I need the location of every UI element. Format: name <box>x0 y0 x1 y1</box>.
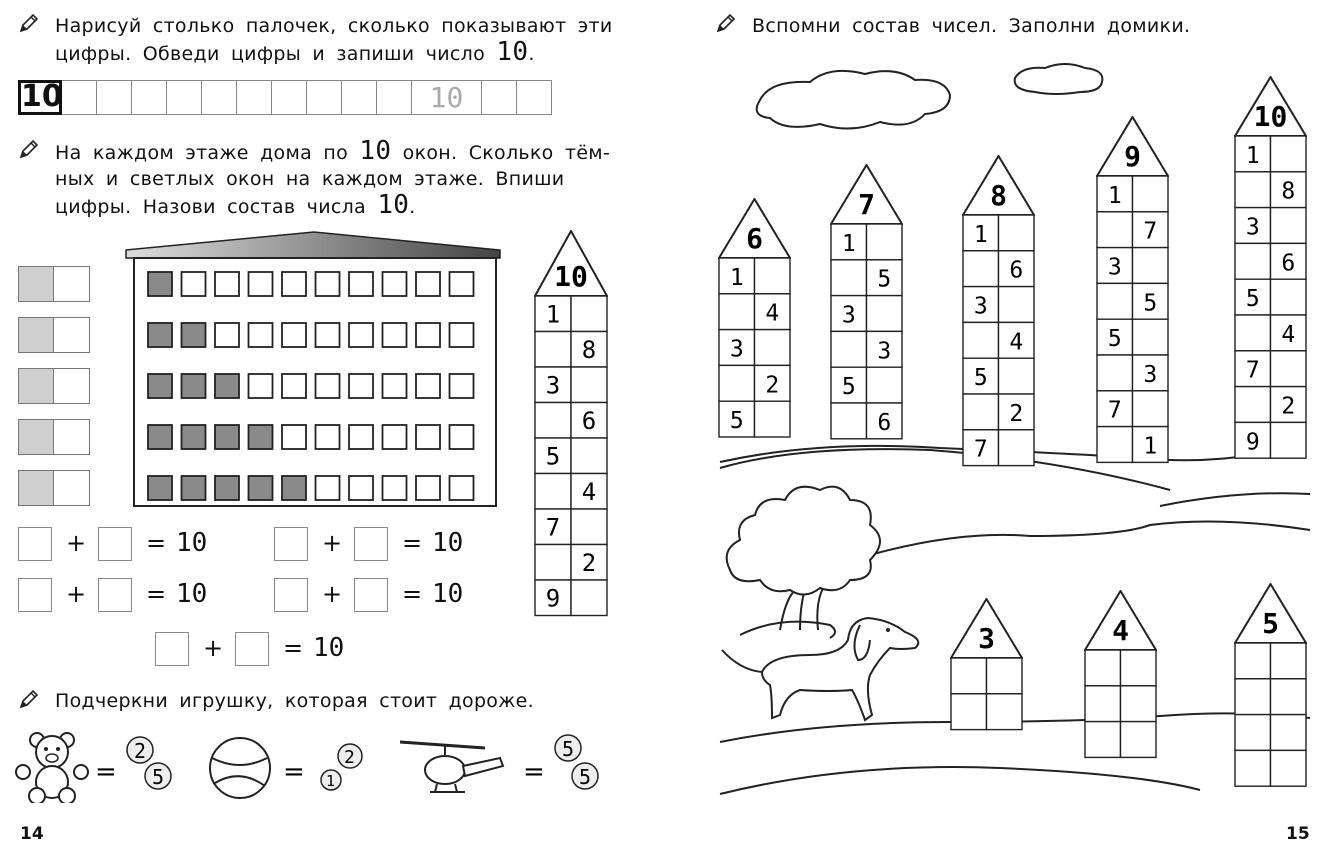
dog-icon <box>722 618 918 720</box>
write-cell[interactable] <box>132 80 167 115</box>
light-window <box>349 272 373 296</box>
teddy-bear-icon <box>16 733 88 803</box>
write-cell[interactable] <box>167 80 202 115</box>
svg-text:5: 5 <box>562 737 575 761</box>
equation-input[interactable] <box>354 578 388 612</box>
light-window <box>316 323 340 347</box>
svg-text:2: 2 <box>344 747 355 768</box>
light-window <box>450 425 474 449</box>
plus-sign: + <box>66 580 87 608</box>
house-cell <box>963 251 999 287</box>
light-window <box>249 374 273 398</box>
house-cell <box>999 430 1035 466</box>
house-cell-number: 5 <box>1143 290 1158 317</box>
house-cell <box>755 401 791 437</box>
toy-equals: = <box>523 757 545 787</box>
house-cell <box>1271 136 1307 172</box>
house-cell <box>1271 643 1307 679</box>
house-cell <box>987 694 1023 730</box>
house-cell-number: 6 <box>877 409 892 436</box>
equation-result: 10 <box>313 633 345 663</box>
task-right-text: Вспомни состав чисел. Заполни домики. <box>752 15 1191 37</box>
house-cell <box>1121 686 1157 722</box>
equation-input[interactable] <box>155 632 189 666</box>
house-cell <box>831 403 867 439</box>
dark-window <box>148 323 172 347</box>
write-cell[interactable] <box>272 80 307 115</box>
task3-text: Подчеркни игрушку, которая стоит дороже. <box>55 690 534 712</box>
house-cell <box>951 658 987 694</box>
house-cell-number: 6 <box>581 407 597 436</box>
write-cell[interactable] <box>237 80 272 115</box>
house-cell <box>1097 427 1133 463</box>
house-cell <box>1133 248 1169 284</box>
house-cell-number: 5 <box>1107 326 1122 353</box>
equation-input[interactable] <box>274 527 308 561</box>
building-drawing <box>124 226 504 511</box>
house-cell <box>1235 315 1271 351</box>
light-window <box>349 476 373 500</box>
task2-text: На каждом этаже дома по 10 окон. Сколько тём- ных и светлых окон на каждом этаже. Впиши цифры. Назови состав числа 10. <box>55 136 611 220</box>
house-roof-number: 7 <box>858 188 875 221</box>
house-cell-number: 9 <box>1245 429 1260 456</box>
house-cell <box>719 365 755 401</box>
light-window <box>349 425 373 449</box>
house-cell-number: 3 <box>1143 361 1158 388</box>
light-window <box>282 323 306 347</box>
light-window <box>383 272 407 296</box>
light-window <box>450 476 474 500</box>
equals-sign: = <box>283 634 304 662</box>
toy-equals: = <box>95 757 117 787</box>
house-cell <box>1133 319 1169 355</box>
house-svg <box>962 155 1035 468</box>
house-cell-number: 7 <box>1143 218 1158 245</box>
light-window <box>416 272 440 296</box>
house-cell-number: 2 <box>765 372 780 399</box>
house-cell <box>1235 243 1271 279</box>
house-cell-number: 1 <box>545 300 561 329</box>
house-cell-number: 9 <box>545 584 561 613</box>
house-cell-number: 4 <box>581 478 597 507</box>
coin-icon <box>321 770 341 790</box>
house-cell-number: 1 <box>973 221 988 248</box>
light-window <box>182 272 206 296</box>
coin-icon <box>127 737 153 763</box>
light-window <box>282 374 306 398</box>
number-house-10 <box>534 230 608 622</box>
number-house-7 <box>830 164 903 445</box>
house-cell <box>1121 722 1157 758</box>
write-cell[interactable] <box>482 80 517 115</box>
dark-count-cell[interactable] <box>18 368 54 404</box>
light-window <box>316 425 340 449</box>
house-cell <box>1271 715 1307 751</box>
empty-house-4 <box>1084 590 1157 763</box>
dark-window <box>148 272 172 296</box>
house-cell-number: 2 <box>1281 393 1296 420</box>
number-house-6 <box>718 198 791 443</box>
light-window <box>316 476 340 500</box>
page-number: 15 <box>1286 824 1310 844</box>
plus-sign: + <box>322 529 343 557</box>
house-cell <box>1085 722 1121 758</box>
empty-house-3 <box>950 598 1023 736</box>
dark-window <box>148 374 172 398</box>
coin-icon <box>145 763 171 789</box>
light-window <box>215 272 239 296</box>
house-cell <box>1235 643 1271 679</box>
task1-text: Нарисуй столько палочек, сколько показывают эти цифры. Обведи цифры и запиши число 10. <box>55 15 613 67</box>
light-window <box>316 374 340 398</box>
house-cell-number: 5 <box>841 374 856 401</box>
equals-sign: = <box>146 529 167 557</box>
light-window <box>282 272 306 296</box>
dark-window <box>148 425 172 449</box>
tracing-number: 10 <box>412 80 482 115</box>
light-window <box>383 323 407 347</box>
house-roof-number: 6 <box>746 222 763 255</box>
ball-icon <box>210 738 270 798</box>
light-window <box>282 425 306 449</box>
light-count-cell[interactable] <box>53 266 90 302</box>
house-cell <box>987 658 1023 694</box>
dark-window <box>215 425 239 449</box>
house-cell <box>963 394 999 430</box>
house-cell <box>831 260 867 296</box>
light-window <box>416 323 440 347</box>
equation-input[interactable] <box>274 578 308 612</box>
house-cell-number: 2 <box>1009 400 1024 427</box>
equation-result: 10 <box>432 579 464 609</box>
page-number: 14 <box>20 824 44 844</box>
house-cell <box>1133 391 1169 427</box>
house-cell-number: 4 <box>1281 321 1296 348</box>
house-cell-number: 6 <box>1009 257 1024 284</box>
equation-input[interactable] <box>354 527 388 561</box>
house-cell <box>1271 422 1307 458</box>
house-cell <box>719 294 755 330</box>
house-cell-number: 6 <box>1281 250 1296 277</box>
dark-window <box>215 374 239 398</box>
light-window <box>450 272 474 296</box>
house-cell-number: 3 <box>973 293 988 320</box>
equation-input[interactable] <box>98 527 132 561</box>
house-cell <box>1271 279 1307 315</box>
light-window <box>450 323 474 347</box>
coin-icon <box>572 763 598 789</box>
light-window <box>349 323 373 347</box>
pencil-icon <box>18 688 40 710</box>
house-cell <box>1235 387 1271 423</box>
tracing-row <box>18 80 552 115</box>
write-cell[interactable] <box>517 80 552 115</box>
pencil-icon <box>18 138 40 160</box>
house-cell-number: 8 <box>1281 178 1296 205</box>
dark-window <box>215 476 239 500</box>
house-cell-number: 7 <box>545 513 561 542</box>
equation-result: 10 <box>176 528 208 558</box>
house-roof-number: 3 <box>978 622 995 655</box>
dark-window <box>282 476 306 500</box>
house-cell-number: 3 <box>877 338 892 365</box>
equation-result: 10 <box>432 528 464 558</box>
equation-result: 10 <box>176 579 208 609</box>
light-window <box>383 476 407 500</box>
house-cell <box>1097 212 1133 248</box>
toy-equals: = <box>283 757 305 787</box>
house-cell <box>1271 351 1307 387</box>
house-cell <box>1085 650 1121 686</box>
house-cell <box>1271 208 1307 244</box>
house-cell <box>1085 686 1121 722</box>
house-cell <box>535 545 571 581</box>
house-cell <box>1235 715 1271 751</box>
house-cell <box>1235 172 1271 208</box>
dark-window <box>249 425 273 449</box>
house-cell-number: 8 <box>581 336 597 365</box>
plus-sign: + <box>203 634 224 662</box>
dark-window <box>249 476 273 500</box>
house-roof-number: 5 <box>1262 607 1279 640</box>
house-cell-number: 4 <box>1009 329 1024 356</box>
house-roof-number: 8 <box>990 179 1007 212</box>
house-cell <box>1271 679 1307 715</box>
house-cell-number: 1 <box>1107 182 1122 209</box>
light-window <box>416 425 440 449</box>
coin-icon <box>338 744 362 768</box>
dark-window <box>182 476 206 500</box>
number-house-8 <box>962 155 1035 472</box>
house-cell-number: 1 <box>1143 433 1158 460</box>
house-cell-number: 5 <box>973 365 988 392</box>
house-cell <box>755 258 791 294</box>
cloud-icon <box>757 71 950 129</box>
svg-text:5: 5 <box>152 765 165 789</box>
equation-input[interactable] <box>98 578 132 612</box>
dark-window <box>182 374 206 398</box>
write-cell[interactable] <box>377 80 412 115</box>
house-cell <box>571 580 607 616</box>
house-cell <box>571 367 607 403</box>
house-cell-number: 3 <box>729 336 744 363</box>
house-cell-number: 7 <box>973 436 988 463</box>
equation-input[interactable] <box>235 632 269 666</box>
house-cell-number: 5 <box>877 266 892 293</box>
house-cell <box>867 296 903 332</box>
house-roof-number: 9 <box>1124 140 1141 173</box>
dark-count-cell[interactable] <box>18 317 54 353</box>
cloud-icon <box>1015 64 1103 94</box>
light-window <box>450 374 474 398</box>
house-cell <box>535 474 571 510</box>
house-cell-number: 2 <box>581 549 597 578</box>
house-svg <box>830 164 903 441</box>
house-svg <box>718 198 791 439</box>
house-cell <box>831 331 867 367</box>
house-svg <box>1234 583 1307 788</box>
write-cell[interactable] <box>307 80 342 115</box>
tree-icon <box>727 487 880 638</box>
svg-text:2: 2 <box>134 739 147 763</box>
house-cell <box>1121 650 1157 686</box>
house-cell <box>999 358 1035 394</box>
write-cell[interactable] <box>62 80 97 115</box>
light-window <box>249 323 273 347</box>
house-cell <box>867 367 903 403</box>
house-cell-number: 3 <box>1245 214 1260 241</box>
house-cell <box>1133 176 1169 212</box>
house-cell <box>1271 750 1307 786</box>
helicopter-icon <box>400 742 503 792</box>
house-cell-number: 4 <box>765 300 780 327</box>
house-cell <box>999 215 1035 251</box>
house-cell <box>1097 283 1133 319</box>
svg-text:1: 1 <box>326 772 336 790</box>
house-cell <box>535 332 571 368</box>
dark-window <box>148 476 172 500</box>
dark-window <box>182 323 206 347</box>
equals-sign: = <box>402 529 423 557</box>
house-cell <box>999 287 1035 323</box>
light-window <box>316 272 340 296</box>
light-count-cell[interactable] <box>53 419 90 455</box>
house-svg <box>1234 76 1307 460</box>
light-count-cell[interactable] <box>53 317 90 353</box>
house-cell-number: 1 <box>729 264 744 291</box>
house-cell <box>571 509 607 545</box>
house-cell <box>755 330 791 366</box>
house-cell <box>963 322 999 358</box>
house-cell-number: 7 <box>1245 357 1260 384</box>
house-cell <box>571 296 607 332</box>
light-window <box>383 374 407 398</box>
dark-window <box>182 425 206 449</box>
pencil-icon <box>18 12 40 34</box>
coin-icon <box>555 735 581 761</box>
house-cell-number: 3 <box>841 302 856 329</box>
dark-count-cell[interactable] <box>18 266 54 302</box>
house-roof-number: 10 <box>554 260 588 293</box>
number-house-9 <box>1096 116 1169 468</box>
write-cell[interactable] <box>97 80 132 115</box>
plus-sign: + <box>66 529 87 557</box>
house-cell-number: 1 <box>1245 142 1260 169</box>
house-roof-number: 4 <box>1112 614 1129 647</box>
pencil-icon <box>715 12 737 34</box>
house-cell <box>867 224 903 260</box>
light-window <box>416 374 440 398</box>
light-window <box>249 272 273 296</box>
light-count-cell[interactable] <box>53 470 90 506</box>
house-cell-number: 1 <box>841 230 856 257</box>
toys-row <box>15 728 615 803</box>
plus-sign: + <box>322 580 343 608</box>
equation-input[interactable] <box>18 527 52 561</box>
house-cell-number: 5 <box>1245 286 1260 313</box>
house-cell-number: 7 <box>1107 397 1122 424</box>
light-window <box>349 374 373 398</box>
house-cell <box>1235 679 1271 715</box>
house-svg <box>950 598 1023 732</box>
equals-sign: = <box>402 580 423 608</box>
light-window <box>416 476 440 500</box>
house-cell-number: 3 <box>1107 254 1122 281</box>
house-svg <box>534 230 608 618</box>
svg-text:5: 5 <box>579 765 592 789</box>
house-roof-number: 10 <box>1253 100 1288 133</box>
light-count-cell[interactable] <box>53 368 90 404</box>
house-cell <box>951 694 987 730</box>
tracing-first-cell: 10 <box>18 80 62 115</box>
house-cell <box>571 438 607 474</box>
house-svg <box>1096 116 1169 464</box>
empty-house-5 <box>1234 583 1307 792</box>
house-cell <box>535 403 571 439</box>
light-window <box>383 425 407 449</box>
house-cell-number: 5 <box>545 442 561 471</box>
dark-count-cell[interactable] <box>18 419 54 455</box>
equals-sign: = <box>146 580 167 608</box>
write-cell[interactable] <box>202 80 237 115</box>
number-house-10 <box>1234 76 1307 464</box>
house-cell <box>1235 750 1271 786</box>
house-cell-number: 3 <box>545 371 561 400</box>
write-cell[interactable] <box>342 80 377 115</box>
house-cell <box>1097 355 1133 391</box>
equation-input[interactable] <box>18 578 52 612</box>
dark-count-cell[interactable] <box>18 470 54 506</box>
house-svg <box>1084 590 1157 759</box>
house-cell-number: 5 <box>729 408 744 435</box>
light-window <box>215 323 239 347</box>
